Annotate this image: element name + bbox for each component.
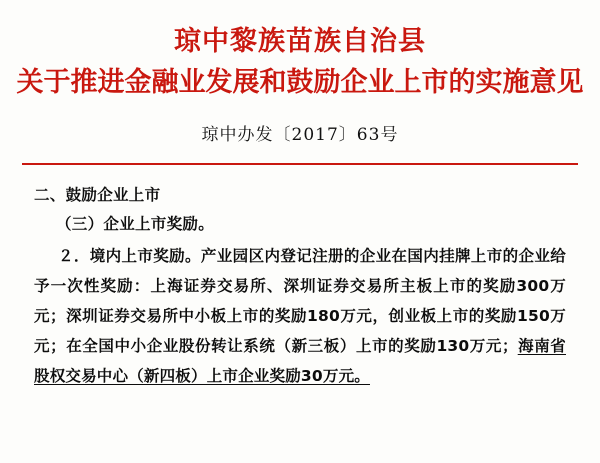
document-title-line-2: 关于推进金融业发展和鼓励企业上市的实施意见 xyxy=(16,67,584,98)
document-title-block xyxy=(0,0,600,102)
body-paragraph-underlined-tail: 海南省股权交易中心（新四板）上市企业奖励30万元。 xyxy=(34,337,566,385)
sub-heading: （三）企业上市奖励。 xyxy=(56,215,215,233)
body-paragraph xyxy=(34,241,566,391)
body-paragraph-text: ２．境内上市奖励。产业园区内登记注册的企业在国内挂牌上市的企业给予一次性奖励：上海证券交易所、深圳证券交易所主板上市的奖励300万元；深圳证券交易所中小板上市的奖励180万元，创业板上市的奖励150万元；在全国中小企业股份转让系统（新三板）上市的奖励130万元； xyxy=(34,247,566,355)
document-number: 琼中办发〔2017〕63号 xyxy=(201,125,399,145)
section-heading: 二、鼓励企业上市 xyxy=(34,186,161,204)
document-body xyxy=(34,181,566,391)
document-title-line-1: 琼中黎族苗族自治县 xyxy=(174,26,426,57)
red-divider-rule xyxy=(22,163,578,165)
